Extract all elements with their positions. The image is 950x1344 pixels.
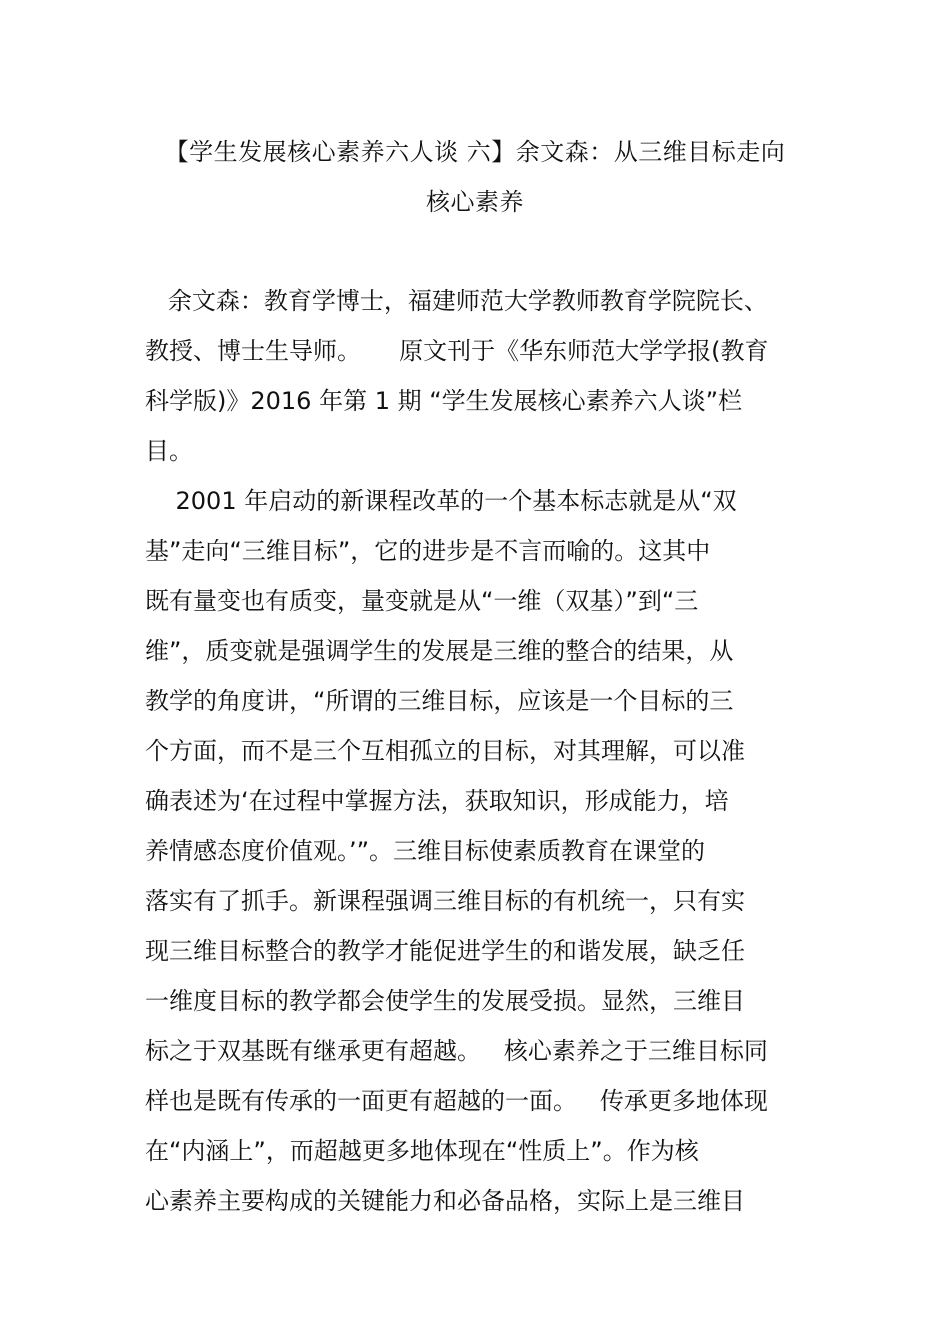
- paragraph-line: 心素养主要构成的关键能力和必备品格，实际上是三维目: [145, 1187, 745, 1215]
- paragraph-line: 标之于双基既有继承更有超越。 核心素养之于三维目标同: [145, 1037, 768, 1065]
- author-bio-line: 余文森：教育学博士，福建师范大学教师教育学院院长、: [145, 287, 768, 315]
- paragraph-line: 个方面，而不是三个互相孤立的目标，对其理解，可以准: [145, 737, 745, 765]
- author-bio-line: 教授、博士生导师。 原文刊于《华东师范大学学报(教育: [145, 337, 769, 365]
- paragraph-line: 现三维目标整合的教学才能促进学生的和谐发展，缺乏任: [145, 937, 745, 965]
- paragraph-line: 养情感态度价值观。’”。三维目标使素质教育在课堂的: [145, 837, 706, 865]
- paragraph-line: 样也是既有传承的一面更有超越的一面。 传承更多地体现: [145, 1087, 768, 1115]
- paragraph-line: 确表述为‘在过程中掌握方法，获取知识，形成能力，培: [145, 787, 729, 815]
- paragraph-line: 落实有了抓手。新课程强调三维目标的有机统一，只有实: [145, 887, 745, 915]
- paragraph-line: 在“内涵上”，而超越更多地体现在“性质上”。作为核: [145, 1137, 699, 1165]
- paragraph-line: 一维度目标的教学都会使学生的发展受损。显然，三维目: [145, 987, 745, 1015]
- author-bio-line: 科学版)》2016 年第 1 期 “学生发展核心素养六人谈”栏: [145, 387, 743, 415]
- document-title-line-2: 核心素养: [426, 188, 524, 216]
- paragraph-line: 教学的角度讲，“所谓的三维目标，应该是一个目标的三: [145, 687, 734, 715]
- author-bio-line: 目。: [145, 437, 193, 465]
- paragraph-line: 既有量变也有质变，量变就是从“一维（双基）”到“三: [145, 587, 699, 615]
- paragraph-line: 维”，质变就是强调学生的发展是三维的整合的结果，从: [145, 637, 734, 665]
- document-title-line-1: 【学生发展核心素养六人谈 六】余文森：从三维目标走向: [164, 138, 786, 166]
- paragraph-line: 基”走向“三维目标”，它的进步是不言而喻的。这其中: [145, 537, 711, 565]
- paragraph-line: 2001 年启动的新课程改革的一个基本标志就是从“双: [145, 487, 737, 515]
